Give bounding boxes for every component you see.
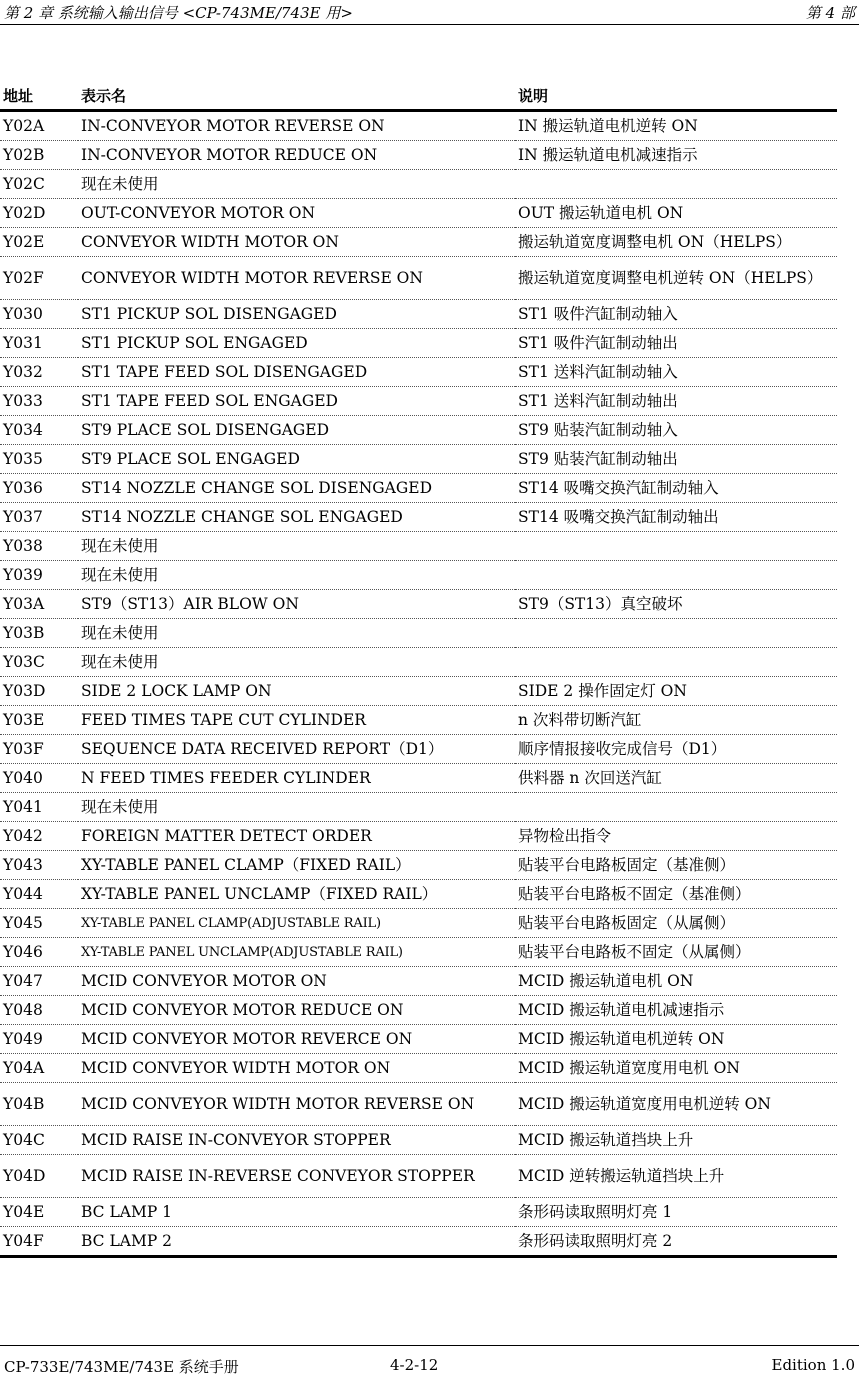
description-cell: IN 搬运轨道电机逆转 ON (515, 111, 837, 141)
name-cell: IN-CONVEYOR MOTOR REVERSE ON (78, 111, 515, 141)
name-cell: MCID RAISE IN-REVERSE CONVEYOR STOPPER (78, 1155, 515, 1198)
description-cell: MCID 逆转搬运轨道挡块上升 (515, 1155, 837, 1198)
name-cell: IN-CONVEYOR MOTOR REDUCE ON (78, 141, 515, 170)
column-header-address: 地址 (0, 78, 78, 111)
address-cell: Y02D (0, 199, 78, 228)
description-cell: 顺序情报接收完成信号（D1） (515, 735, 837, 764)
name-cell: MCID RAISE IN-CONVEYOR STOPPER (78, 1126, 515, 1155)
description-cell: 贴装平台电路板固定（基准侧） (515, 851, 837, 880)
table-row (0, 1198, 837, 1227)
description-cell: 贴装平台电路板固定（从属侧） (515, 909, 837, 938)
page-number: 4-2-12 (390, 1356, 439, 1374)
address-cell: Y02A (0, 111, 78, 141)
table-row (0, 111, 837, 141)
name-cell: N FEED TIMES FEEDER CYLINDER (78, 764, 515, 793)
table-row (0, 590, 837, 619)
table-row (0, 909, 837, 938)
name-cell: ST14 NOZZLE CHANGE SOL ENGAGED (78, 503, 515, 532)
description-cell (515, 532, 837, 561)
name-cell: XY-TABLE PANEL UNCLAMP（FIXED RAIL） (78, 880, 515, 909)
description-cell (515, 170, 837, 199)
address-cell: Y035 (0, 445, 78, 474)
address-cell: Y031 (0, 329, 78, 358)
address-cell: Y045 (0, 909, 78, 938)
address-cell: Y04B (0, 1083, 78, 1126)
description-cell: 贴装平台电路板不固定（从属侧） (515, 938, 837, 967)
table-row (0, 141, 837, 170)
name-cell: XY-TABLE PANEL CLAMP（FIXED RAIL） (78, 851, 515, 880)
table-row (0, 170, 837, 199)
name-cell: CONVEYOR WIDTH MOTOR ON (78, 228, 515, 257)
table-row (0, 474, 837, 503)
name-cell: ST1 TAPE FEED SOL DISENGAGED (78, 358, 515, 387)
name-cell: 现在未使用 (78, 648, 515, 677)
address-cell: Y032 (0, 358, 78, 387)
address-cell: Y03C (0, 648, 78, 677)
name-cell: ST1 PICKUP SOL DISENGAGED (78, 300, 515, 329)
name-cell: MCID CONVEYOR WIDTH MOTOR ON (78, 1054, 515, 1083)
address-cell: Y04D (0, 1155, 78, 1198)
description-cell (515, 619, 837, 648)
column-header-name: 表示名 (78, 78, 515, 111)
name-cell: MCID CONVEYOR MOTOR REDUCE ON (78, 996, 515, 1025)
address-cell: Y034 (0, 416, 78, 445)
table-body (0, 111, 837, 1257)
name-cell: XY-TABLE PANEL CLAMP(ADJUSTABLE RAIL) (78, 909, 515, 938)
name-cell: SEQUENCE DATA RECEIVED REPORT（D1） (78, 735, 515, 764)
table-row (0, 967, 837, 996)
address-cell: Y048 (0, 996, 78, 1025)
table-row (0, 677, 837, 706)
description-cell: ST14 吸嘴交换汽缸制动轴出 (515, 503, 837, 532)
address-cell: Y036 (0, 474, 78, 503)
address-cell: Y04F (0, 1227, 78, 1257)
description-cell: ST14 吸嘴交换汽缸制动轴入 (515, 474, 837, 503)
description-cell: ST9 贴装汽缸制动轴出 (515, 445, 837, 474)
description-cell: MCID 搬运轨道电机减速指示 (515, 996, 837, 1025)
address-cell: Y02F (0, 257, 78, 300)
address-cell: Y037 (0, 503, 78, 532)
table-row (0, 1126, 837, 1155)
address-cell: Y043 (0, 851, 78, 880)
address-cell: Y03B (0, 619, 78, 648)
table-row (0, 228, 837, 257)
table-row (0, 358, 837, 387)
name-cell: MCID CONVEYOR WIDTH MOTOR REVERSE ON (78, 1083, 515, 1126)
table-row (0, 619, 837, 648)
edition-label: Edition 1.0 (771, 1356, 855, 1374)
table-row (0, 416, 837, 445)
table-row (0, 793, 837, 822)
name-cell: BC LAMP 2 (78, 1227, 515, 1257)
page-header (0, 0, 859, 25)
address-cell: Y02C (0, 170, 78, 199)
part-label: 第 4 部 (805, 4, 855, 22)
table-row (0, 1083, 837, 1126)
address-cell: Y03A (0, 590, 78, 619)
table-row (0, 1155, 837, 1198)
name-cell: BC LAMP 1 (78, 1198, 515, 1227)
address-cell: Y044 (0, 880, 78, 909)
address-cell: Y03D (0, 677, 78, 706)
table-row (0, 257, 837, 300)
table-row (0, 764, 837, 793)
address-cell: Y047 (0, 967, 78, 996)
address-cell: Y030 (0, 300, 78, 329)
table-row (0, 851, 837, 880)
address-cell: Y039 (0, 561, 78, 590)
name-cell: 现在未使用 (78, 619, 515, 648)
description-cell: 条形码读取照明灯亮 1 (515, 1198, 837, 1227)
name-cell: MCID CONVEYOR MOTOR REVERCE ON (78, 1025, 515, 1054)
description-cell: ST1 吸件汽缸制动轴出 (515, 329, 837, 358)
address-cell: Y03E (0, 706, 78, 735)
manual-title: CP-733E/743ME/743E 系统手册 (4, 1358, 239, 1376)
address-cell: Y033 (0, 387, 78, 416)
address-cell: Y02E (0, 228, 78, 257)
table-row (0, 561, 837, 590)
description-cell (515, 648, 837, 677)
table-row (0, 1054, 837, 1083)
address-cell: Y046 (0, 938, 78, 967)
description-cell: ST1 送料汽缸制动轴入 (515, 358, 837, 387)
description-cell: 供料器 n 次回送汽缸 (515, 764, 837, 793)
description-cell: 搬运轨道宽度调整电机逆转 ON（HELPS） (515, 257, 837, 300)
name-cell: OUT-CONVEYOR MOTOR ON (78, 199, 515, 228)
column-header-description: 说明 (515, 78, 837, 111)
address-cell: Y02B (0, 141, 78, 170)
description-cell: OUT 搬运轨道电机 ON (515, 199, 837, 228)
name-cell: ST1 TAPE FEED SOL ENGAGED (78, 387, 515, 416)
table-row (0, 996, 837, 1025)
chapter-title: 第 2 章 系统输入输出信号 <CP-743ME/743E 用> (4, 4, 353, 22)
address-cell: Y042 (0, 822, 78, 851)
description-cell: 异物检出指令 (515, 822, 837, 851)
name-cell: FEED TIMES TAPE CUT CYLINDER (78, 706, 515, 735)
address-cell: Y03F (0, 735, 78, 764)
name-cell: 现在未使用 (78, 561, 515, 590)
description-cell: n 次料带切断汽缸 (515, 706, 837, 735)
table-row (0, 199, 837, 228)
address-cell: Y04A (0, 1054, 78, 1083)
description-cell: ST1 吸件汽缸制动轴入 (515, 300, 837, 329)
table-row (0, 1025, 837, 1054)
table-row (0, 1227, 837, 1257)
address-cell: Y04E (0, 1198, 78, 1227)
name-cell: ST14 NOZZLE CHANGE SOL DISENGAGED (78, 474, 515, 503)
table-header-row (0, 78, 837, 111)
name-cell: XY-TABLE PANEL UNCLAMP(ADJUSTABLE RAIL) (78, 938, 515, 967)
address-cell: Y038 (0, 532, 78, 561)
description-cell: MCID 搬运轨道挡块上升 (515, 1126, 837, 1155)
table-row (0, 706, 837, 735)
description-cell: MCID 搬运轨道宽度用电机 ON (515, 1054, 837, 1083)
description-cell: IN 搬运轨道电机减速指示 (515, 141, 837, 170)
description-cell: MCID 搬运轨道宽度用电机逆转 ON (515, 1083, 837, 1126)
table-row (0, 387, 837, 416)
name-cell: 现在未使用 (78, 532, 515, 561)
address-cell: Y04C (0, 1126, 78, 1155)
name-cell: 现在未使用 (78, 170, 515, 199)
table-row (0, 822, 837, 851)
name-cell: MCID CONVEYOR MOTOR ON (78, 967, 515, 996)
description-cell: 条形码读取照明灯亮 2 (515, 1227, 837, 1257)
description-cell: 搬运轨道宽度调整电机 ON（HELPS） (515, 228, 837, 257)
table-row (0, 938, 837, 967)
description-cell: ST1 送料汽缸制动轴出 (515, 387, 837, 416)
name-cell: CONVEYOR WIDTH MOTOR REVERSE ON (78, 257, 515, 300)
description-cell: MCID 搬运轨道电机逆转 ON (515, 1025, 837, 1054)
table-row (0, 735, 837, 764)
description-cell: MCID 搬运轨道电机 ON (515, 967, 837, 996)
description-cell (515, 793, 837, 822)
table-row (0, 880, 837, 909)
address-cell: Y049 (0, 1025, 78, 1054)
name-cell: FOREIGN MATTER DETECT ORDER (78, 822, 515, 851)
description-cell: ST9 贴装汽缸制动轴入 (515, 416, 837, 445)
address-cell: Y040 (0, 764, 78, 793)
name-cell: ST1 PICKUP SOL ENGAGED (78, 329, 515, 358)
name-cell: SIDE 2 LOCK LAMP ON (78, 677, 515, 706)
address-cell: Y041 (0, 793, 78, 822)
table-row (0, 503, 837, 532)
description-cell: 贴装平台电路板不固定（基准侧） (515, 880, 837, 909)
name-cell: ST9 PLACE SOL ENGAGED (78, 445, 515, 474)
name-cell: 现在未使用 (78, 793, 515, 822)
name-cell: ST9 PLACE SOL DISENGAGED (78, 416, 515, 445)
description-cell: ST9（ST13）真空破坏 (515, 590, 837, 619)
table-row (0, 445, 837, 474)
page-footer (0, 1345, 859, 1378)
signal-table (0, 78, 837, 1258)
table-row (0, 300, 837, 329)
description-cell (515, 561, 837, 590)
name-cell: ST9（ST13）AIR BLOW ON (78, 590, 515, 619)
description-cell: SIDE 2 操作固定灯 ON (515, 677, 837, 706)
table-row (0, 329, 837, 358)
table-row (0, 532, 837, 561)
table-row (0, 648, 837, 677)
